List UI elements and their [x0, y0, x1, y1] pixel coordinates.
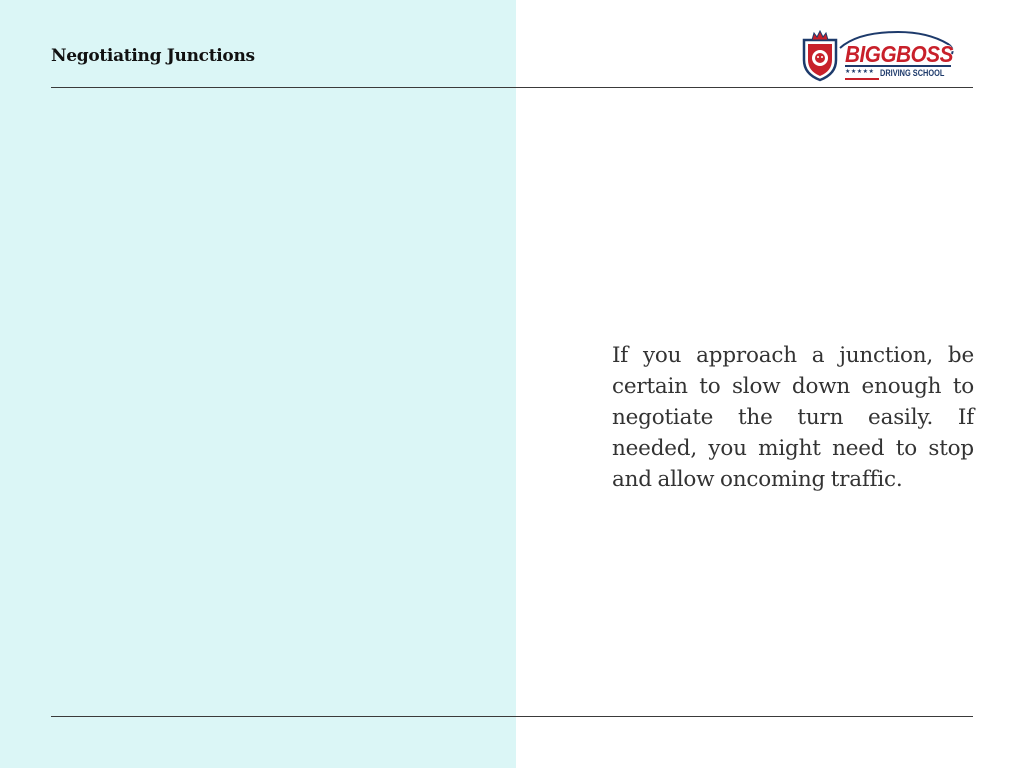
body-paragraph: If you approach a junction, be certain to slow down enough to negotiate the turn easily. If needed, you might need to stop and allow oncoming traffic. — [612, 343, 974, 492]
logo-subtitle: DRIVING SCHOOL — [880, 68, 945, 78]
bottom-divider — [51, 716, 973, 717]
crown-icon — [812, 31, 828, 40]
slide-title: Negotiating Junctions — [51, 46, 255, 66]
logo-brand-text: BIGGBOSS — [845, 41, 953, 67]
logo-stars: ★★★★★ — [845, 68, 875, 75]
brand-logo — [798, 28, 958, 84]
top-divider — [51, 87, 973, 88]
